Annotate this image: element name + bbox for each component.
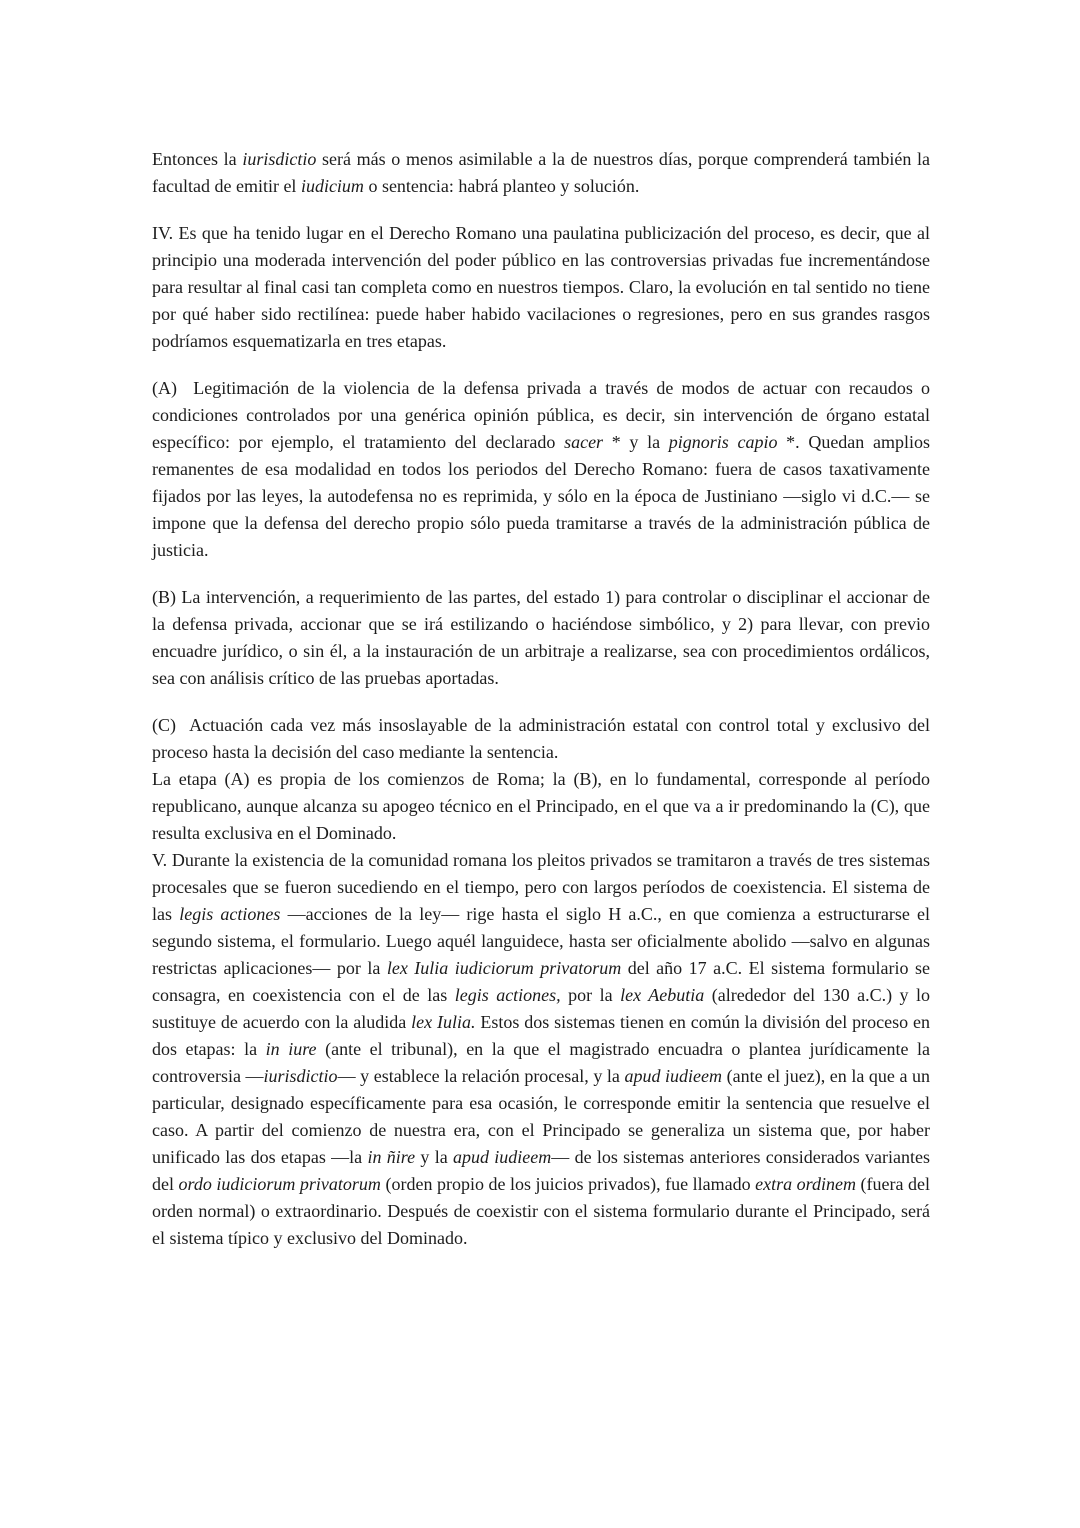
para-etapa-a	[152, 375, 930, 564]
para-section-iv	[152, 220, 930, 355]
text-run: del año 17 a.C. El sistema formulario se consagra, en coexistencia con el de las	[152, 958, 930, 1005]
italic-text-run: lex Aebutia	[620, 985, 705, 1005]
text-run: (ante el juez), en la que a un particular, designado específicamente para esa ocasión, le corresponde emitir la sentencia que resuelve el caso. A partir del comienzo de nuestra era, con el Principado se generaliza un sistema que, por haber unificado las dos etapas —la	[152, 1066, 930, 1167]
italic-text-run: lex Iulia iudiciorum privatorum	[386, 958, 622, 978]
text-run: IV. Es que ha tenido lugar en el Derecho Romano una paulatina publicización del proceso, es decir, que al principio una moderada intervención del poder público en las controversias privadas fue incrementándose para resultar al final casi tan completa como en nuestros tiempos. Claro, la evolución en tal sentido no tiene por qué haber sido rectilínea: puede haber habido vacilaciones o regresiones, pero en sus grandes rasgos podríamos esquematizarla en tres etapas.	[152, 223, 930, 351]
text-run: será más o menos asimilable a la de nuestros días, porque comprenderá también la facultad de emitir el	[152, 149, 930, 196]
text-run: —acciones de la ley— rige hasta el siglo H a.C., en que comienza a estructurarse el segundo sistema, el formulario. Luego aquél languidece, hasta ser oficialmente abolido —salvo en algunas restrictas aplicaciones— por la	[152, 904, 931, 978]
italic-text-run: in iure	[265, 1039, 317, 1059]
text-run: y la	[415, 1147, 453, 1167]
italic-text-run: lex Iulia.	[411, 1012, 476, 1032]
text-run: (alrededor del 130 a.C.) y lo sustituye de acuerdo con la aludida	[152, 985, 931, 1032]
text-run: V. Durante la existencia de la comunidad romana los pleitos privados se tramitaron a través de tres sistemas procesales que se fueron sucediendo en el tiempo, pero con largos períodos de coexistencia. El sistema de las	[152, 850, 930, 924]
text-run: (A) Legitimación de la violencia de la defensa privada a través de modos de actuar con recaudos o condiciones controlados por una genérica opinión pública, es decir, sin intervención de órgano estatal específico: por ejemplo, el tratamiento del declarado	[152, 378, 930, 452]
para-intro	[152, 146, 930, 200]
italic-text-run: ordo iudiciorum privatorum	[178, 1174, 381, 1194]
para-resumen-etapas	[152, 766, 930, 847]
text-run: (B) La intervención, a requerimiento de las partes, del estado 1) para controlar o disciplinar el accionar de la defensa privada, accionar que se irá estilizando o haciéndose simbólico, y 2) para llevar, con previo encuadre jurídico, o sin él, a la instauración de un arbitraje a realizarse, sea con procedimientos ordálicos, sea con análisis crítico de las pruebas aportadas.	[152, 587, 930, 688]
italic-text-run: legis actiones,	[454, 985, 561, 1005]
italic-text-run: in ñire	[367, 1147, 416, 1167]
text-run: o sentencia: habrá planteo y solución.	[363, 176, 640, 196]
text-run: (fuera del orden normal) o extraordinario. Después de coexistir con el sistema formulario durante el Principado, será el sistema típico y exclusivo del Dominado.	[152, 1174, 930, 1248]
text-run: (C) Actuación cada vez más insoslayable de la administración estatal con control total y exclusivo del proceso hasta la decisión del caso mediante la sentencia.	[152, 715, 930, 762]
italic-text-run: iurisdictio	[263, 1066, 338, 1086]
italic-text-run: iudicium	[300, 176, 364, 196]
text-run: *. Quedan amplios remanentes de esa modalidad en todos los periodos del Derecho Romano: fuera de casos taxativamente fijados por las leyes, la autodefensa no es reprimida, y sólo en la época de Justiniano —siglo vi d.C.— se impone que la defensa del derecho propio sólo pueda tramitarse a través de la administración pública de justicia.	[152, 432, 930, 560]
text-run: por la	[560, 985, 621, 1005]
text-run: (orden propio de los juicios privados), fue llamado	[380, 1174, 756, 1194]
para-section-v	[152, 847, 930, 1252]
text-run: Estos dos sistemas tienen en común la división del proceso en dos etapas: la	[152, 1012, 930, 1059]
italic-text-run: legis actiones	[179, 904, 281, 924]
italic-text-run: pignoris capio	[668, 432, 778, 452]
italic-text-run: iurisdictio	[242, 149, 317, 169]
text-run: — de los sistemas anteriores considerados variantes del	[152, 1147, 930, 1194]
para-etapa-c	[152, 712, 930, 766]
text-run: La etapa (A) es propia de los comienzos de Roma; la (B), en lo fundamental, corresponde al período republicano, aunque alcanza su apogeo técnico en el Principado, en el que va a ir predominando la (C), que resulta exclusiva en el Dominado.	[152, 769, 930, 843]
text-run: Entonces la	[152, 149, 243, 169]
para-etapa-b	[152, 584, 930, 692]
italic-text-run: sacer	[564, 432, 604, 452]
italic-text-run: extra ordinem	[755, 1174, 856, 1194]
text-run: — y establece la relación procesal, y la	[337, 1066, 625, 1086]
text-run: * y la	[603, 432, 669, 452]
italic-text-run: apud iudieem	[624, 1066, 723, 1086]
text-run: (ante el tribunal), en la que el magistrado encuadra o plantea jurídicamente la controversia —	[152, 1039, 930, 1086]
italic-text-run: apud iudieem	[453, 1147, 552, 1167]
